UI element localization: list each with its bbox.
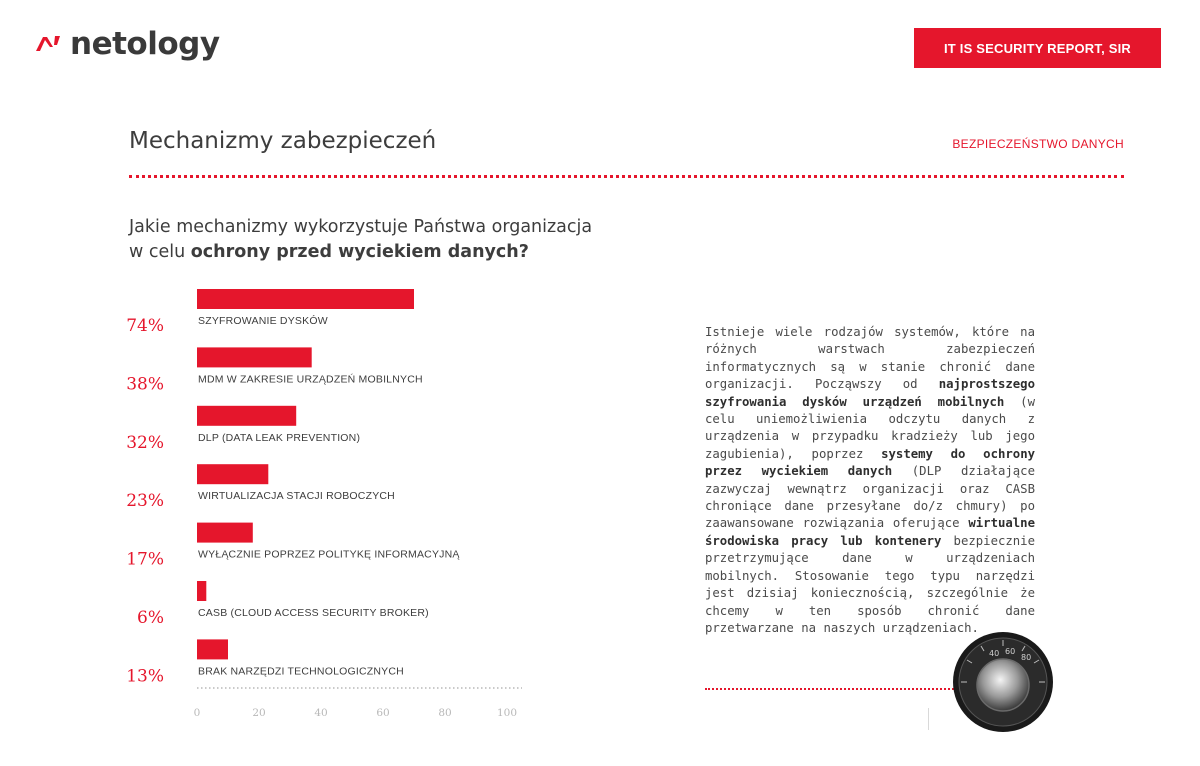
bar [197,639,228,659]
paragraph-text-4: bezpiecznie przetrzymujące dane w urządzeniach mobilnych. Stosowanie tego typu narzędzi jest dzisiaj koniecznością, szczególnie że chcemy w ten sposób chronić dane przetwarzane na naszych urządzeniach. [705,533,1035,635]
safe-dial-icon [951,630,1061,745]
bottom-divider [705,688,965,690]
section-tag: BEZPIECZEŃSTWO DANYCH [952,137,1124,151]
bar [197,464,268,484]
bar-category-label: MDM W ZAKRESIE URZĄDZEŃ MOBILNYCH [198,373,423,386]
x-tick-label: 100 [496,707,518,719]
paragraph-bold-2: systemy do ochrony przez wyciekiem danych [705,446,1035,479]
bar-category-label: CASB (CLOUD ACCESS SECURITY BROKER) [198,607,429,619]
bar-category-label: SZYFROWANIE DYSKÓW [198,315,328,327]
x-tick-label: 0 [193,707,201,719]
bar-value-label: 32% [126,432,164,453]
dial-label-2: 60 [1005,647,1016,656]
bar-category-label: DLP (DATA LEAK PREVENTION) [198,431,361,444]
bar-value-label: 6% [137,608,164,628]
paragraph-text-2: (w celu uniemożliwienia odczytu danych z urządzenia w przypadku kradzieży lub jego zagubienia), poprzez [705,394,1035,461]
x-tick-label: 20 [252,707,266,719]
paragraph-text-1: Istnieje wiele rodzajów systemów, które na różnych warstwach zabezpieczeń informatycznych są w stanie chronić dane organizacji. Począwszy od [705,325,1035,392]
bar-category-label: WYŁĄCZNIE POPRZEZ POLITYKĘ INFORMACYJNĄ [198,548,460,561]
bar-category-label: WIRTUALIZACJA STACJI ROBOCZYCH [198,490,395,503]
bar [197,581,206,601]
x-tick-label: 40 [314,707,328,719]
x-tick-label: 80 [438,707,452,719]
report-badge: IT IS SECURITY REPORT, SIR [914,28,1161,68]
paragraph-text-3: (DLP działające zazwyczaj wewnątrz organizacji oraz CASB chroniące dane przesyłane do/z chmury) po zaawansowane rozwiązania oferujące [705,464,1035,531]
page-title: Mechanizmy zabezpieczeń [129,128,437,154]
bar-value-label: 74% [126,316,164,336]
dial-label-3: 80 [1021,653,1032,662]
bar-category-label: BRAK NARZĘDZI TECHNOLOGICZNYCH [198,665,404,678]
logo-text: netology [70,26,220,62]
bar [197,523,253,543]
description-paragraph [705,324,1035,637]
question-text: Jakie mechanizmy wykorzystuje Państwa organizacja w celu [129,217,593,262]
bar-value-label: 23% [126,491,164,512]
paragraph-bold-1: najprostszego szyfrowania dysków urządzeń mobilnych [705,377,1035,409]
dial-label-1: 40 [989,649,1000,658]
decorative-line [928,708,929,730]
bar-value-label: 13% [126,666,164,687]
bar [197,347,312,367]
question-bold: ochrony przed wyciekiem danych? [190,242,529,262]
bar [197,406,296,426]
bar [197,289,414,309]
paragraph-bold-3: wirtualne środowiska pracy lub kontenery [705,516,1035,548]
x-tick-label: 60 [376,707,390,719]
bar-value-label: 17% [126,549,164,570]
bar-value-label: 38% [126,374,164,395]
